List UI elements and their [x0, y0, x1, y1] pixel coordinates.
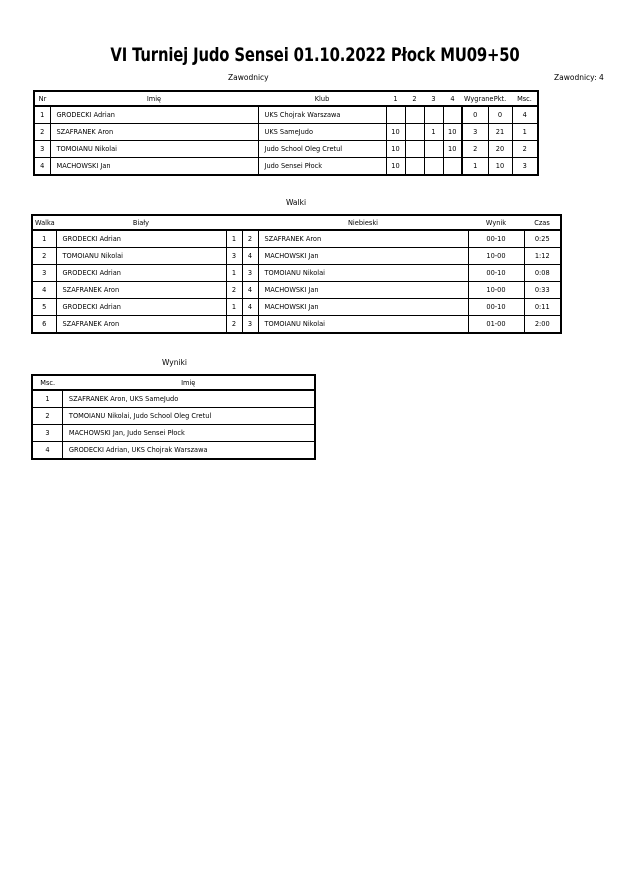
cell: 2	[462, 141, 488, 158]
results-table	[31, 374, 316, 460]
cell: GRODECKI Adrian, UKS Chojrak Warszawa	[62, 442, 315, 460]
cell: 2	[32, 408, 62, 425]
cell: 10	[488, 158, 512, 176]
page-title: VI Turniej Judo Sensei 01.10.2022 Płock MU09+50	[110, 44, 520, 66]
col-header: Imię	[62, 375, 315, 390]
competitors-header-row	[34, 91, 538, 106]
cell: MACHOWSKI Jan, Judo Sensei Płock	[62, 425, 315, 442]
table-row	[32, 248, 561, 265]
cell: 4	[34, 158, 50, 176]
fights-table	[31, 214, 562, 334]
cell: 3	[32, 265, 56, 282]
cell: 1	[32, 390, 62, 408]
col-header: 4	[443, 91, 462, 106]
results-caption: Wyniki	[162, 358, 187, 367]
cell	[443, 106, 462, 124]
cell: 00-10	[468, 265, 524, 282]
col-header: Biały	[56, 215, 226, 230]
cell: 2:00	[524, 316, 561, 334]
cell: GRODECKI Adrian	[56, 230, 226, 248]
cell: 3	[34, 141, 50, 158]
cell: 2	[226, 316, 242, 334]
cell: 2	[242, 230, 258, 248]
cell: TOMOIANU Nikolai	[258, 316, 468, 334]
cell: Judo School Oleg Cretul	[258, 141, 386, 158]
cell: 2	[34, 124, 50, 141]
col-header: Pkt.	[488, 91, 512, 106]
fights-header-row	[32, 215, 561, 230]
cell: 3	[242, 316, 258, 334]
cell: TOMOIANU Nikolai, Judo School Oleg Cretul	[62, 408, 315, 425]
cell	[443, 158, 462, 176]
cell: 0:08	[524, 265, 561, 282]
cell	[405, 141, 424, 158]
cell: 10	[386, 158, 405, 176]
cell: 10-00	[468, 282, 524, 299]
table-row	[32, 299, 561, 316]
cell: MACHOWSKI Jan	[258, 299, 468, 316]
col-header: 2	[405, 91, 424, 106]
cell: 00-10	[468, 230, 524, 248]
competitors-count: Zawodnicy: 4	[554, 73, 604, 82]
cell: MACHOWSKI Jan	[258, 282, 468, 299]
cell	[405, 124, 424, 141]
col-header	[226, 215, 242, 230]
cell: 1	[226, 230, 242, 248]
cell: SZAFRANEK Aron	[56, 282, 226, 299]
table-row	[32, 316, 561, 334]
cell: SZAFRANEK Aron	[56, 316, 226, 334]
col-header: Wynik	[468, 215, 524, 230]
col-header: Msc.	[32, 375, 62, 390]
cell	[405, 106, 424, 124]
cell: 2	[226, 282, 242, 299]
cell: MACHOWSKI Jan	[258, 248, 468, 265]
col-header: Imię	[50, 91, 258, 106]
cell	[386, 106, 405, 124]
competitors-caption: Zawodnicy	[228, 73, 269, 82]
cell: GRODECKI Adrian	[56, 299, 226, 316]
cell: 4	[242, 248, 258, 265]
cell: 10-00	[468, 248, 524, 265]
col-header: 1	[386, 91, 405, 106]
cell: 00-10	[468, 299, 524, 316]
col-header: Klub	[258, 91, 386, 106]
fights-caption: Walki	[286, 198, 307, 207]
cell: 4	[32, 442, 62, 460]
competitors-table	[33, 90, 539, 176]
cell: 1	[226, 299, 242, 316]
col-header: Niebieski	[258, 215, 468, 230]
cell: 4	[512, 106, 538, 124]
table-row	[32, 425, 315, 442]
table-row	[32, 390, 315, 408]
cell: TOMOIANU Nikolai	[258, 265, 468, 282]
cell: UKS Chojrak Warszawa	[258, 106, 386, 124]
col-header: 3	[424, 91, 443, 106]
cell: GRODECKI Adrian	[50, 106, 258, 124]
cell: 1	[226, 265, 242, 282]
cell: 4	[242, 299, 258, 316]
cell: 0	[488, 106, 512, 124]
cell	[424, 158, 443, 176]
cell: SZAFRANEK Aron	[258, 230, 468, 248]
cell: 10	[386, 124, 405, 141]
cell: TOMOIANU Nikolai	[56, 248, 226, 265]
cell: 3	[512, 158, 538, 176]
cell: 01-00	[468, 316, 524, 334]
cell: 0:33	[524, 282, 561, 299]
table-row	[32, 442, 315, 460]
cell: Judo Sensei Płock	[258, 158, 386, 176]
cell	[424, 106, 443, 124]
cell: 10	[443, 124, 462, 141]
col-header: Nr	[34, 91, 50, 106]
cell: 1	[34, 106, 50, 124]
cell: 0:11	[524, 299, 561, 316]
col-header	[242, 215, 258, 230]
col-header: Wygrane	[462, 91, 488, 106]
table-row	[34, 124, 538, 141]
cell: 3	[226, 248, 242, 265]
col-header: Czas	[524, 215, 561, 230]
results-header-row	[32, 375, 315, 390]
cell: UKS SameJudo	[258, 124, 386, 141]
cell: TOMOIANU Nikolai	[50, 141, 258, 158]
cell: 3	[242, 265, 258, 282]
cell: 1	[424, 124, 443, 141]
col-header: Walka	[32, 215, 56, 230]
table-row	[32, 408, 315, 425]
cell: 1	[462, 158, 488, 176]
table-row	[34, 158, 538, 176]
cell: GRODECKI Adrian	[56, 265, 226, 282]
table-row	[34, 141, 538, 158]
cell: 1:12	[524, 248, 561, 265]
cell: 20	[488, 141, 512, 158]
cell: SZAFRANEK Aron	[50, 124, 258, 141]
cell: 2	[512, 141, 538, 158]
cell: MACHOWSKI Jan	[50, 158, 258, 176]
cell: 6	[32, 316, 56, 334]
cell: 1	[512, 124, 538, 141]
cell: 21	[488, 124, 512, 141]
table-row	[34, 106, 538, 124]
cell: 3	[32, 425, 62, 442]
cell: 2	[32, 248, 56, 265]
cell: 10	[443, 141, 462, 158]
cell	[424, 141, 443, 158]
cell: SZAFRANEK Aron, UKS SameJudo	[62, 390, 315, 408]
table-row	[32, 265, 561, 282]
cell	[405, 158, 424, 176]
cell: 0:25	[524, 230, 561, 248]
cell: 5	[32, 299, 56, 316]
table-row	[32, 282, 561, 299]
cell: 0	[462, 106, 488, 124]
cell: 1	[32, 230, 56, 248]
cell: 4	[32, 282, 56, 299]
table-row	[32, 230, 561, 248]
col-header: Msc.	[512, 91, 538, 106]
cell: 10	[386, 141, 405, 158]
cell: 4	[242, 282, 258, 299]
cell: 3	[462, 124, 488, 141]
